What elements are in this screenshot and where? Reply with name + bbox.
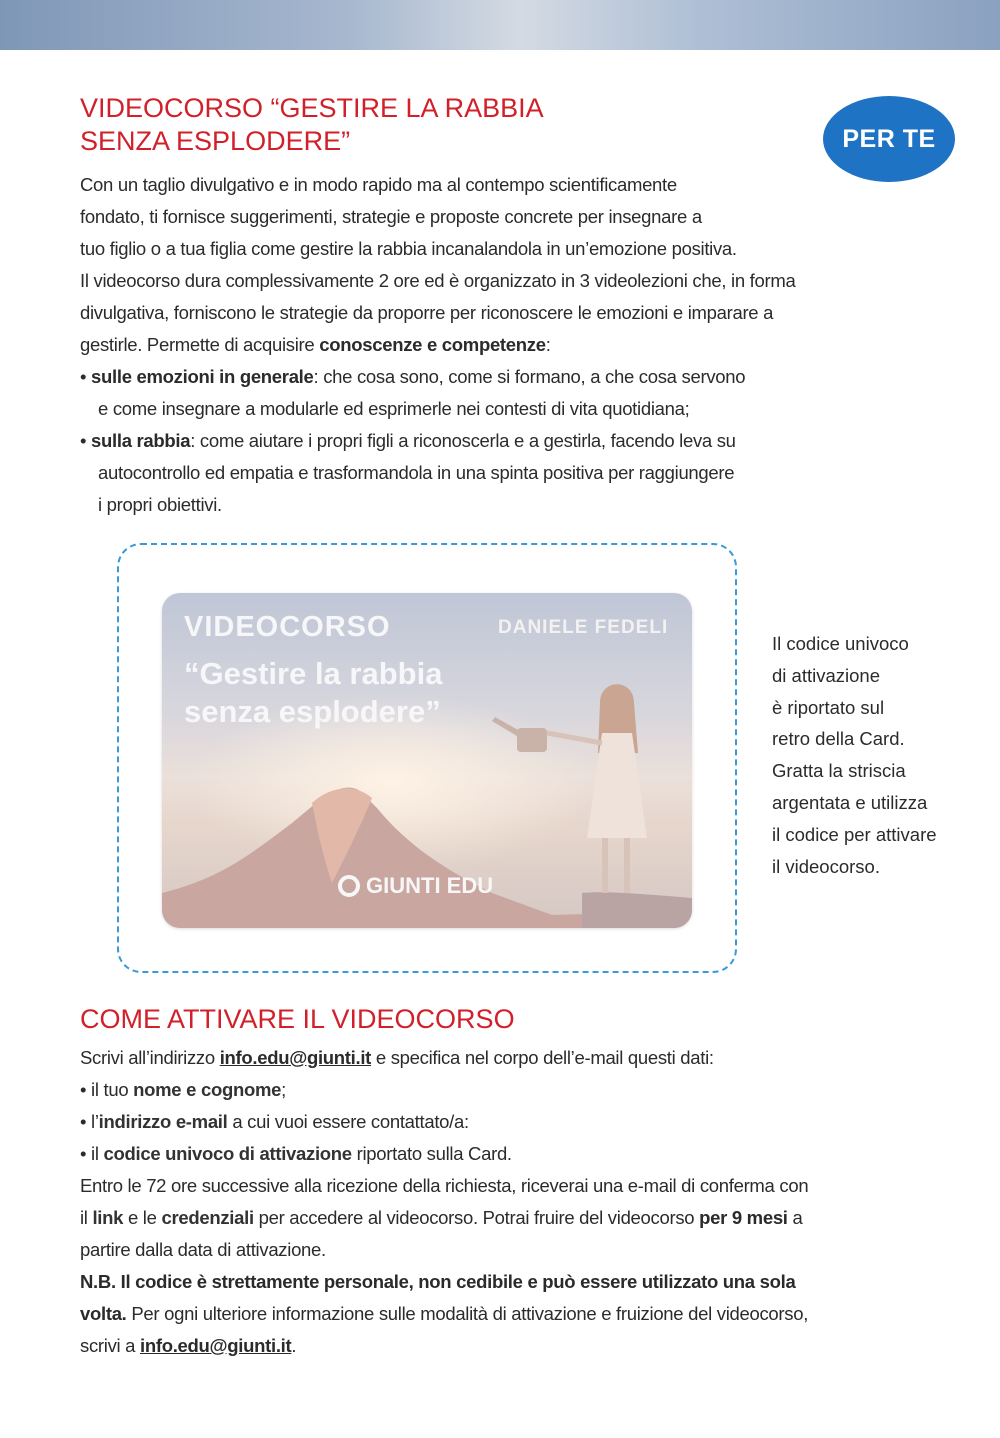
instr-bold: nome e cognome (133, 1079, 282, 1100)
note-line: Gratta la striscia (772, 760, 906, 782)
desc-text: : (545, 334, 551, 355)
note-line: il videocorso. (772, 855, 880, 877)
bullet-continuation: autocontrollo ed empatia e trasformandola in una spinta positiva per raggiungere (98, 462, 735, 483)
rock-ledge (582, 892, 692, 928)
instr-text: a (787, 1207, 803, 1228)
nb-line (80, 1298, 808, 1330)
note-line: è riportato sul (772, 696, 885, 718)
instr-bold: indirizzo e-mail (98, 1111, 228, 1132)
note-line: il codice per attivare (772, 823, 937, 845)
nb-bold: N.B. Il codice è strettamente personale, non cedibile e può essere utilizzato una sola (80, 1271, 796, 1292)
note-line: di attivazione (772, 664, 880, 686)
instr-line: Entro le 72 ore successive alla ricezione della richiesta, riceverai una e-mail di conferma con (80, 1175, 809, 1196)
instr-text: per accedere al videocorso. Potrai fruire del videocorso (253, 1207, 700, 1228)
instr-text: a cui vuoi essere contattato/a: (227, 1111, 469, 1132)
activation-instructions (80, 1042, 808, 1362)
activation-code-note (772, 628, 937, 882)
desc-line: fondato, ti fornisce suggerimenti, strategie e proposte concrete per insegnare a (80, 206, 702, 227)
instr-bold: per 9 mesi (699, 1207, 788, 1228)
bullet-continuation: i propri obiettivi. (98, 494, 222, 515)
section-title-activation: COME ATTIVARE IL VIDEOCORSO (80, 1004, 515, 1034)
card-label: VIDEOCORSO (184, 611, 391, 643)
audience-badge-label: PER TE (842, 124, 936, 153)
instr-text: e le (123, 1207, 162, 1228)
instr-text: . (291, 1335, 297, 1356)
instr-bold: credenziali (161, 1207, 254, 1228)
course-description (80, 169, 795, 521)
instr-text: il tuo (91, 1079, 134, 1100)
instr-text: il (91, 1143, 104, 1164)
bullet-bold: sulla rabbia (91, 430, 191, 451)
instr-line (80, 1202, 808, 1234)
nb-line (80, 1330, 808, 1362)
instr-bold: link (92, 1207, 124, 1228)
bullet-item: • sulla rabbia: come aiutare i propri figli a riconoscerla e a gestirla, facendo leva su (80, 430, 736, 451)
note-line: Il codice univoco (772, 633, 909, 654)
bullet-text: : che cosa sono, come si formano, a che cosa servono (313, 366, 746, 387)
nb-line (80, 1266, 808, 1298)
bullet-item: • l’indirizzo e-mail a cui vuoi essere contattato/a: (80, 1111, 469, 1132)
bullet-item: • il codice univoco di attivazione riportato sulla Card. (80, 1143, 512, 1164)
note-line: retro della Card. (772, 728, 905, 750)
note-line: argentata e utilizza (772, 791, 928, 813)
instr-bold: codice univoco di attivazione (103, 1143, 352, 1164)
bullet-continuation: e come insegnare a modularle ed esprimerle nei contesti di vita quotidiana; (98, 398, 690, 419)
bullet-item: • il tuo nome e cognome; (80, 1079, 286, 1100)
title-line-2: SENZA ESPLODERE” (80, 126, 351, 156)
instruction-intro (80, 1042, 808, 1074)
email-link[interactable]: info.edu@giunti.it (219, 1047, 372, 1068)
card-title-line: senza esplodere” (184, 694, 441, 729)
header-sky-banner (0, 0, 1000, 50)
bullet-bold: sulle emozioni in generale (91, 366, 314, 387)
instr-text: l’ (91, 1111, 99, 1132)
instr-text: ; (281, 1079, 286, 1100)
bullet-text: : come aiutare i propri figli a riconoscerla e a gestirla, facendo leva su (190, 430, 736, 451)
desc-line: tuo figlio o a tua figlia come gestire la rabbia incanalandola in un’emozione positiva. (80, 238, 737, 259)
desc-bold: conoscenze e competenze (319, 334, 546, 355)
nb-bold: volta. (80, 1303, 127, 1324)
audience-badge (823, 96, 955, 182)
instr-text: il (80, 1207, 93, 1228)
card-title (184, 655, 442, 731)
instr-text: Per ogni ulteriore informazione sulle modalità di attivazione e fruizione del videocorso, (126, 1303, 809, 1324)
card-author: DANIELE FEDELI (498, 617, 669, 638)
bullet-item: • sulle emozioni in generale: che cosa sono, come si formano, a che cosa servono (80, 366, 746, 387)
publisher-logo (338, 873, 493, 899)
desc-line: divulgativa, forniscono le strategie da proporre per riconoscere le emozioni e imparare a (80, 302, 774, 323)
girl-figure (587, 684, 647, 893)
instr-text: scrivi a (80, 1335, 140, 1356)
section-title-videocorso (80, 92, 544, 158)
instr-text: Scrivi all’indirizzo (80, 1047, 220, 1068)
desc-line (80, 329, 795, 361)
instr-text: e specifica nel corpo dell’e-mail questi dati: (371, 1047, 714, 1068)
giunti-logo-icon (338, 875, 360, 897)
activation-card-image (162, 593, 692, 928)
desc-line: Il videocorso dura complessivamente 2 ore ed è organizzato in 3 videolezioni che, in forma (80, 270, 796, 291)
title-line-1: VIDEOCORSO “GESTIRE LA RABBIA (80, 93, 544, 123)
card-title-line: “Gestire la rabbia (184, 656, 443, 691)
instr-line: partire dalla data di attivazione. (80, 1239, 326, 1260)
desc-text: gestirle. Permette di acquisire (80, 334, 320, 355)
desc-line: Con un taglio divulgativo e in modo rapido ma al contempo scientificamente (80, 174, 677, 195)
instr-text: riportato sulla Card. (351, 1143, 512, 1164)
publisher-name: GIUNTI EDU (366, 873, 494, 898)
email-link[interactable]: info.edu@giunti.it (140, 1335, 292, 1356)
